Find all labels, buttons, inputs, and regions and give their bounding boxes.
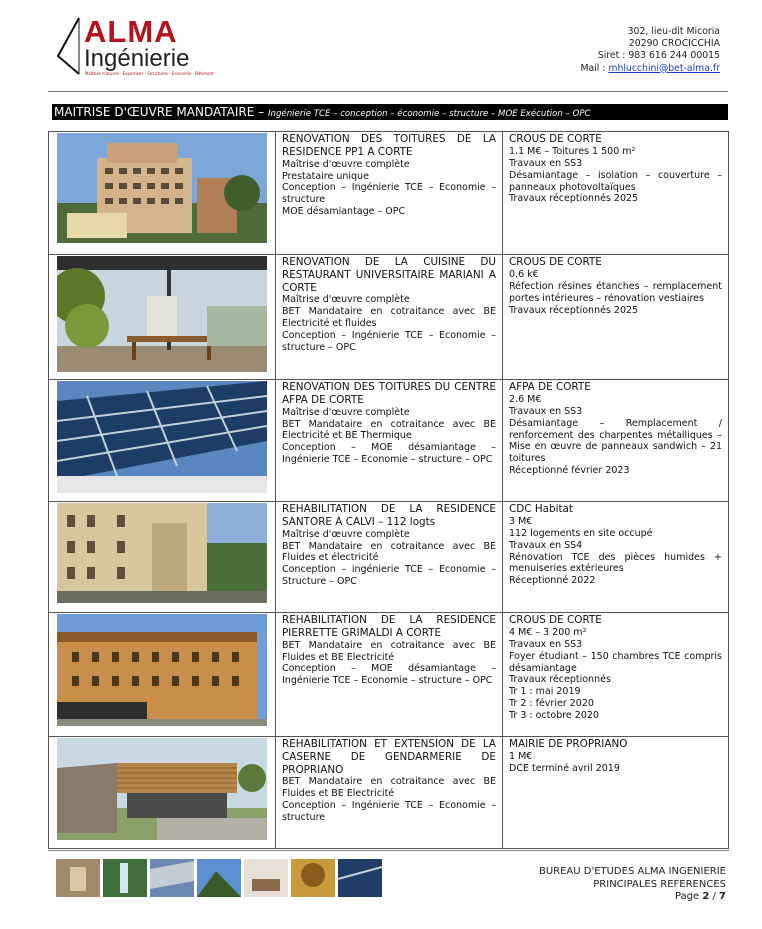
project-title: RENOVATION DE LA CUISINE DU RESTAURANT UNIVERSITAIRE MARIANI A CORTE: [282, 256, 496, 294]
client-line: 112 logements en site occupé: [509, 527, 653, 539]
photo-cell: [49, 613, 276, 737]
address-line2: 20290 CROCICCHIA: [628, 38, 720, 50]
page-label: Page: [674, 891, 703, 902]
project-line: Conception – ingénierie TCE – Economie – Structure – OPC: [282, 564, 496, 588]
client-name: AFPA DE CORTE: [509, 381, 591, 393]
client-line: Tr 1 : mai 2019: [509, 686, 581, 698]
client-name: CROUS DE CORTE: [509, 256, 602, 268]
project-line: Maîtrise d'œuvre complète: [282, 294, 410, 306]
photo-cell: [49, 380, 276, 502]
client-cell: [503, 132, 729, 255]
footer-doc-title: PRINCIPALES REFERENCES: [593, 878, 726, 890]
page-footer: [539, 866, 726, 904]
client-line: 3 M€: [509, 515, 533, 527]
description-cell: [276, 613, 503, 737]
client-line: 0.6 k€: [509, 268, 539, 280]
client-line: Désamiantage – isolation – couverture – panneaux photovoltaïques: [509, 169, 722, 193]
project-title: REHABILITATION ET EXTENSION DE LA CASERNE DE GENDARMERIE DE PROPRIANO: [282, 738, 496, 776]
description-cell: [276, 502, 503, 613]
project-line: MOE désamiantage – OPC: [282, 206, 406, 218]
roof-canopy-photo: [57, 381, 267, 493]
photo-cell: [49, 737, 276, 849]
client-line: Travaux en SS4: [509, 539, 583, 551]
project-line: Conception – Ingénierie TCE – Economie – structure: [282, 182, 496, 206]
client-line: Travaux réceptionnés 2025: [509, 304, 639, 316]
photo-cell: [49, 132, 276, 255]
project-line: Conception – Ingénierie TCE – Economie – structure – OPC: [282, 330, 496, 354]
logo-tagline: Maîtrise d'œuvre · Expertises · Structures · Economie · Bâtiment: [85, 71, 214, 76]
project-line: Maîtrise d'œuvre complète: [282, 158, 410, 170]
company-address: [580, 26, 720, 75]
client-line: Travaux en SS3: [509, 405, 583, 417]
page-total: 7: [719, 891, 726, 902]
project-line: Prestataire unique: [282, 170, 369, 182]
section-title: MAITRISE D'ŒUVRE MANDATAIRE –: [54, 105, 268, 119]
client-line: 1.1 M€ – Toitures 1 500 m²: [509, 145, 636, 157]
client-line: Désamiantage – Remplacement / renforcement des charpentes métalliques – Mise en œuvre de panneaux sandwich – 21 toitures: [509, 417, 722, 465]
mail-label: Mail :: [580, 62, 609, 74]
project-title: REHABILITATION DE LA RESIDENCE SANTORE A CALVI – 112 logts: [282, 503, 496, 528]
residence-santore-photo: [57, 503, 267, 603]
client-line: Travaux en SS3: [509, 157, 583, 169]
footer-photo-strip: [56, 859, 382, 897]
company-logo: [55, 14, 214, 78]
footer-divider: [48, 850, 729, 851]
client-line: Réceptionné février 2023: [509, 465, 630, 477]
restaurant-terrace-photo: [57, 256, 267, 372]
client-line: 4 M€ – 3 200 m²: [509, 626, 587, 638]
thumb-autumn: [291, 859, 335, 897]
client-line: Rénovation TCE des pièces humides + menuiseries extérieures: [509, 551, 722, 575]
table-row: [49, 380, 729, 502]
table-row: [49, 255, 729, 380]
page-number: [539, 891, 726, 904]
footer-company: BUREAU D'ETUDES ALMA INGENIERIE: [538, 866, 726, 877]
table-row: [49, 613, 729, 737]
table-row: [49, 737, 729, 849]
residence-grimaldi-photo: [57, 614, 267, 726]
logo-triangle-icon: [55, 16, 83, 76]
address-line1: 302, lieu-dit Micoria: [627, 26, 720, 37]
client-line: Travaux réceptionnés 2025: [509, 193, 639, 205]
client-line: Travaux réceptionnés: [509, 674, 611, 686]
thumb-interior: [244, 859, 288, 897]
mail-row: [580, 63, 720, 75]
page-separator: /: [709, 891, 720, 902]
client-line: 1 M€: [509, 750, 533, 762]
client-line: Tr 2 : février 2020: [509, 698, 594, 710]
section-subtitle: Ingénierie TCE – conception – économie – structure – MOE Exécution – OPC: [267, 109, 591, 119]
client-cell: [503, 502, 729, 613]
table-row: [49, 502, 729, 613]
project-line: Conception – MOE désamiantage – Ingénierie TCE – Economie – structure – OPC: [282, 663, 496, 687]
description-cell: [276, 380, 503, 502]
client-name: MAIRIE DE PROPRIANO: [509, 738, 628, 750]
thumb-canopy: [338, 859, 382, 897]
client-name: CROUS DE CORTE: [509, 133, 602, 145]
photo-cell: [49, 255, 276, 380]
project-line: BET Mandataire en cotraitance avec BE Fluides et BE Electricité: [282, 639, 496, 663]
project-line: Conception – MOE désamiantage – Ingénierie TCE – Economie – structure – OPC: [282, 442, 496, 466]
project-line: BET Mandataire en cotraitance avec BE Fluides et BE Electricité: [282, 776, 496, 800]
project-line: Maîtrise d'œuvre complète: [282, 406, 410, 418]
description-cell: [276, 255, 503, 380]
thumb-corridor: [56, 859, 100, 897]
project-line: BET Mandataire en cotraitance avec BE Electricité et fluides: [282, 306, 496, 330]
thumb-mountain: [197, 859, 241, 897]
thumb-roof: [150, 859, 194, 897]
client-line: 2.6 M€: [509, 393, 542, 405]
project-line: Maîtrise d'œuvre complète: [282, 528, 410, 540]
logo-brand: ALMA: [84, 14, 178, 49]
client-name: CROUS DE CORTE: [509, 614, 602, 626]
photo-cell: [49, 502, 276, 613]
section-title-bar: [52, 104, 728, 120]
mail-link[interactable]: mhlucchini@bet-alma.fr: [608, 62, 720, 74]
project-line: Conception – Ingénierie TCE – Economie – structure: [282, 800, 496, 824]
thumb-waterfall: [103, 859, 147, 897]
project-line: BET Mandataire en cotraitance avec BE Fluides et électricité: [282, 540, 496, 564]
references-table: [48, 131, 729, 849]
client-cell: [503, 380, 729, 502]
client-cell: [503, 613, 729, 737]
client-line: Réfection résines étanches – remplacement portes intérieures – rénovation vestiaires: [509, 280, 722, 304]
client-line: Tr 3 : octobre 2020: [509, 710, 599, 722]
client-line: DCE terminé avril 2019: [509, 762, 620, 774]
logo-subtitle: Ingénierie: [84, 45, 190, 72]
project-title: REHABILITATION DE LA RESIDENCE PIERRETTE GRIMALDI A CORTE: [282, 614, 496, 639]
description-cell: [276, 132, 503, 255]
project-title: RENOVATION DES TOITURES DE LA RESIDENCE PP1 A CORTE: [282, 133, 496, 158]
page-current: 2: [702, 891, 710, 902]
client-line: Réceptionné 2022: [509, 575, 596, 587]
client-cell: [503, 737, 729, 849]
description-cell: [276, 737, 503, 849]
client-name: CDC Habitat: [509, 503, 573, 515]
residence-building-photo: [57, 133, 267, 243]
project-title: RENOVATION DES TOITURES DU CENTRE AFPA DE CORTE: [282, 381, 496, 406]
header-divider: [48, 91, 728, 92]
client-line: Foyer étudiant – 150 chambres TCE compris désamiantage: [509, 650, 722, 674]
client-line: Travaux en SS3: [509, 638, 583, 650]
siret: Siret : 983 616 244 00015: [597, 50, 720, 62]
client-cell: [503, 255, 729, 380]
gendarmerie-render-photo: [57, 738, 267, 840]
project-line: BET Mandataire en cotraitance avec BE Electricité et BE Thermique: [282, 418, 496, 442]
table-row: [49, 132, 729, 255]
